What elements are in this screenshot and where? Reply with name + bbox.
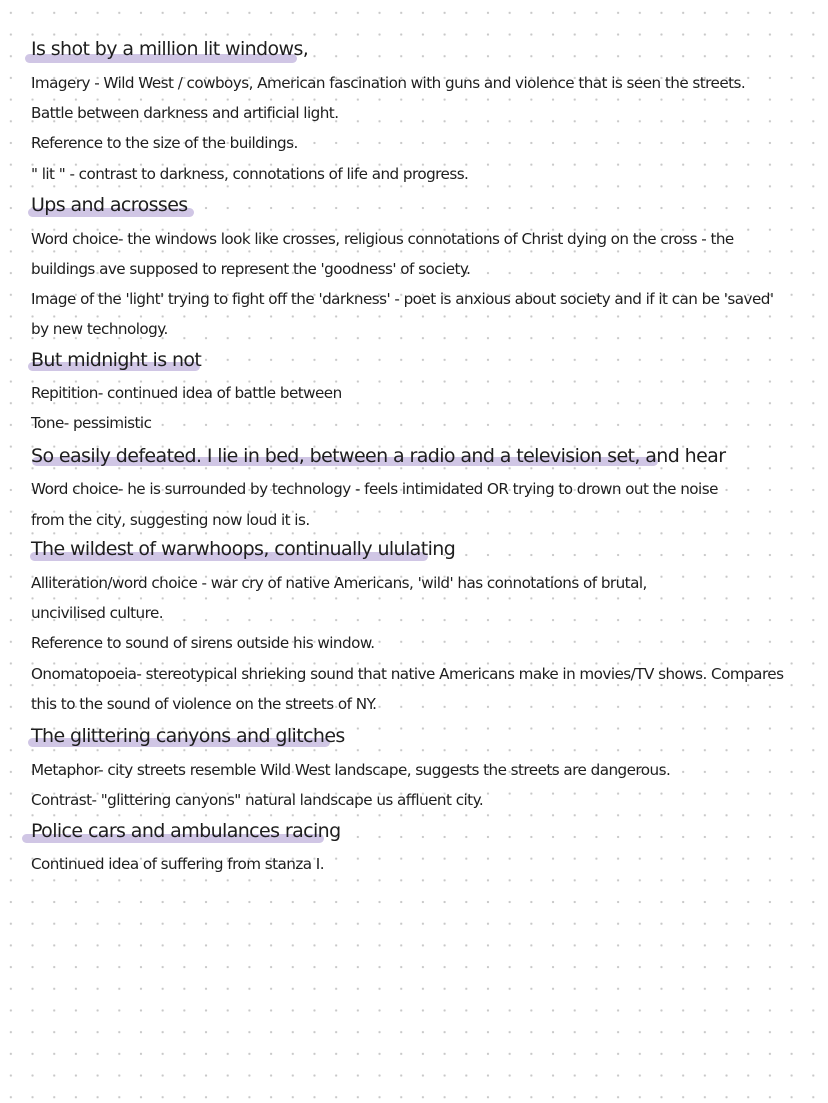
poem-quote-heading: Ups and acrosses [31,194,188,216]
annotation-line: Repitition- continued idea of battle between [31,384,342,402]
poem-quote-heading: But midnight is not [31,349,202,371]
annotation-line: Reference to sound of sirens outside his window. [31,634,375,652]
annotation-line: Contrast- "glittering canyons" natural landscape us affluent city. [31,791,484,809]
annotation-line: by new technology. [31,320,168,338]
annotation-line: Tone- pessimistic [31,414,152,432]
annotation-line: Image of the 'light' trying to fight off the 'darkness' - poet is anxious about society and if it can be 'saved' [31,290,774,308]
poem-quote-heading: The glittering canyons and glitches [31,725,345,747]
poem-quote-heading: The wildest of warwhoops, continually ululating [31,538,456,560]
poem-quote-heading: So easily defeated. I lie in bed, between a radio and a television set, and hear [31,445,726,467]
annotation-line: Reference to the size of the buildings. [31,134,298,152]
annotation-line: Imagery - Wild West / cowboys, American fascination with guns and violence that is seen the streets. [31,74,746,92]
annotation-line: Alliteration/word choice - war cry of native Americans, 'wild' has connotations of brutal, [31,574,647,592]
annotation-line: Battle between darkness and artificial light. [31,104,339,122]
annotation-line: Word choice- the windows look like crosses, religious connotations of Christ dying on the cross - the [31,230,734,248]
poem-quote-heading: Is shot by a million lit windows, [31,38,309,60]
annotation-line: Metaphor- city streets resemble Wild West landscape, suggests the streets are dangerous. [31,761,671,779]
annotation-line: this to the sound of violence on the streets of NY. [31,695,377,713]
annotation-line: " lit " - contrast to darkness, connotations of life and progress. [31,165,469,183]
annotation-line: buildings ave supposed to represent the 'goodness' of society. [31,260,471,278]
poem-quote-heading: Police cars and ambulances racing [31,820,341,842]
annotation-line: Onomatopoeia- stereotypical shrieking sound that native Americans make in movies/TV shows. Compares [31,665,784,683]
annotation-line: uncivilised culture. [31,604,164,622]
annotation-line: Word choice- he is surrounded by technology - feels intimidated OR trying to drown out the noise [31,480,718,498]
annotation-line: Continued idea of suffering from stanza I. [31,855,324,873]
annotation-line: from the city, suggesting now loud it is. [31,511,310,529]
